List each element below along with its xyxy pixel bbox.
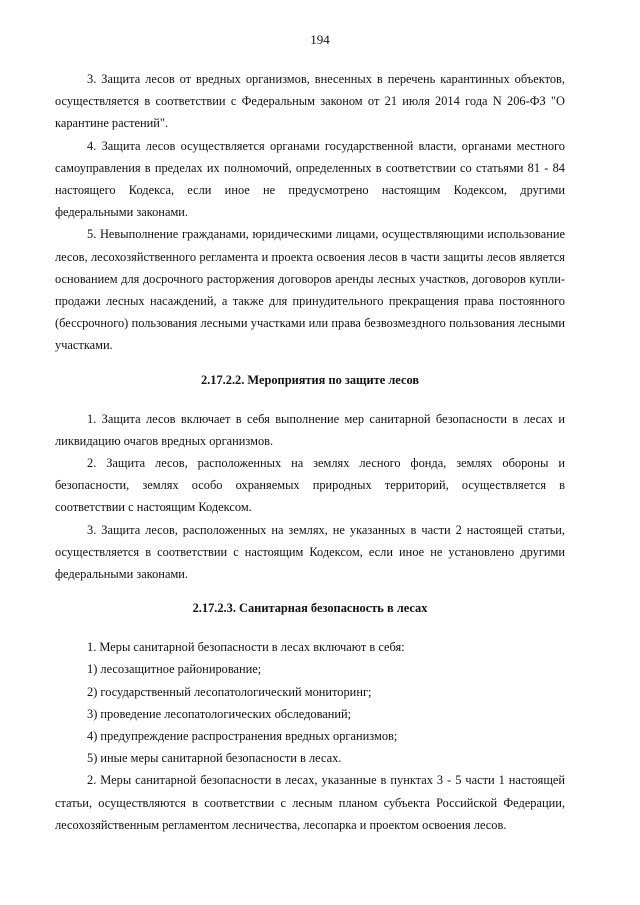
list-item: 1) лесозащитное районирование; xyxy=(87,662,262,677)
page-number: 194 xyxy=(310,32,330,47)
list-item: 2) государственный лесопатологический мониторинг; xyxy=(87,684,372,699)
document-body xyxy=(55,68,565,836)
section-heading: 2.17.2.3. Санитарная безопасность в лесах xyxy=(192,601,428,616)
paragraph: 1. Меры санитарной безопасности в лесах включают в себя: xyxy=(87,640,405,655)
paragraph: 2. Защита лесов, расположенных на землях лесного фонда, землях обороны и безопасности, землях особо охраняемых природных территорий, осуществляется в соответствии с настоящим Кодексом. xyxy=(55,456,565,515)
list-item: 4) предупреждение распространения вредных организмов; xyxy=(87,729,398,744)
paragraph: 5. Невыполнение гражданами, юридическими лицами, осуществляющими использование лесов, лесохозяйственного регламента и проекта освоения лесов в части защиты лесов является основанием для досрочного расторжения договоров аренды лесных участков, договоров купли-продажи лесных насаждений, а также для принудительного прекращения права постоянного (бессрочного) пользования лесными участками или права безвозмездного пользования лесными участками. xyxy=(55,227,565,353)
paragraph: 4. Защита лесов осуществляется органами государственной власти, органами местного самоуправления в пределах их полномочий, определенных в соответствии со статьями 81 - 84 настоящего Кодекса, если иное не предусмотрено настоящим Кодексом, другими федеральными законами. xyxy=(55,138,565,220)
list-item: 5) иные меры санитарной безопасности в лесах. xyxy=(87,751,342,766)
paragraph: 3. Защита лесов, расположенных на землях, не указанных в части 2 настоящей статьи, осуществляется в соответствии с настоящим Кодексом, если иное не установлено другими федеральными законами. xyxy=(55,522,565,582)
list-item: 3) проведение лесопатологических обследований; xyxy=(87,706,352,721)
paragraph: 1. Защита лесов включает в себя выполнение мер санитарной безопасности в лесах и ликвидацию очагов вредных организмов. xyxy=(55,411,565,448)
section-heading: 2.17.2.2. Мероприятия по защите лесов xyxy=(200,372,420,387)
paragraph: 2. Меры санитарной безопасности в лесах, указанные в пунктах 3 - 5 части 1 настоящей статьи, осуществляются в соответствии с лесным планом субъекта Российской Федерации, лесохозяйственным регламентом лесничества, лесопарка и проектом освоения лесов. xyxy=(55,773,565,832)
paragraph: 3. Защита лесов от вредных организмов, внесенных в перечень карантинных объектов, осуществляется в соответствии с Федеральным законом от 21 июля 2014 года N 206-ФЗ "О карантине растений". xyxy=(55,72,565,131)
